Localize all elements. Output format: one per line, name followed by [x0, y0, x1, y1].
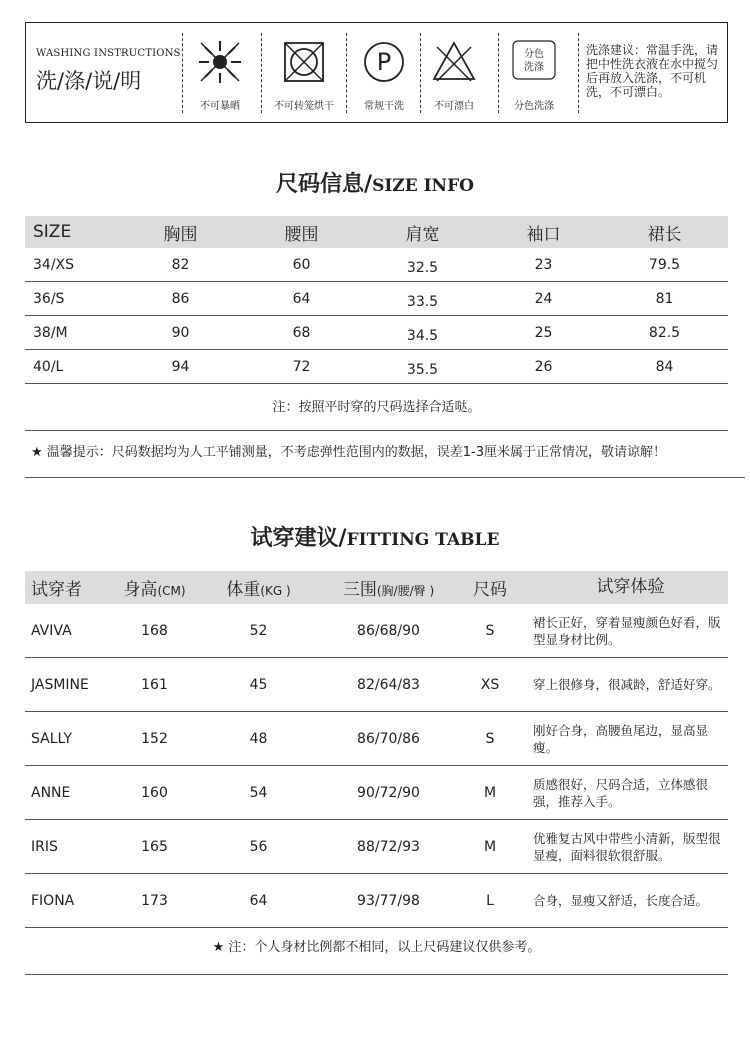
cell-weight: 45 [249, 676, 268, 693]
no-sun-item [178, 37, 262, 117]
separate-wash-glyph-2: 洗涤 [524, 62, 544, 73]
cell-shoulder: 34.5 [406, 327, 439, 344]
table-row [25, 282, 728, 316]
cell-shoulder: 33.5 [406, 293, 439, 310]
dry-clean-glyph: P [376, 48, 392, 76]
table-row [25, 820, 728, 874]
cell-height: 160 [141, 784, 168, 801]
header-waist: 腰围 [284, 224, 319, 245]
size-table [25, 216, 728, 384]
table-row [25, 874, 728, 928]
header-bust: 胸围 [163, 224, 198, 245]
cell-size: L [486, 892, 494, 909]
no-bleach-label: 不可漂白 [434, 101, 474, 112]
header-bust [320, 575, 457, 600]
cell-weight: 52 [249, 622, 268, 639]
cell-bust: 90 [171, 324, 190, 341]
no-sun-icon [195, 37, 245, 87]
fitting-table [25, 571, 728, 928]
cell-waist: 64 [292, 290, 311, 307]
header-height-unit: (CM) [157, 584, 186, 598]
cell-bust: 90/72/90 [357, 784, 420, 801]
no-bleach-icon [429, 37, 479, 87]
table-row [25, 604, 728, 658]
cell-experience: 优雅复古风中带些小清新，版型很显瘦，面料很软很舒服。 [533, 830, 721, 863]
cell-experience: 裙长正好，穿着显瘦颜色好看，版型显身材比例。 [533, 614, 721, 647]
separate-wash-icon [509, 37, 559, 87]
cell-experience: 刚好合身，高腰鱼尾边，显高显瘦。 [533, 722, 709, 755]
size-tip: ★ 温馨提示：尺码数据均为人工平铺测量，不考虑弹性范围内的数据，误差1-3厘米属于正常情况，敬请谅解！ [25, 432, 745, 478]
cell-size: M [483, 784, 497, 801]
table-row [25, 350, 728, 384]
cell-weight: 56 [249, 838, 268, 855]
cell-bust: 94 [171, 358, 190, 375]
header-name: 试穿者 [31, 580, 82, 600]
header-length: 裙长 [647, 224, 682, 245]
header-height-text: 身高 [123, 580, 158, 600]
cell-waist: 68 [292, 324, 311, 341]
cell-length: 82.5 [648, 324, 681, 341]
cell-height: 152 [141, 730, 168, 747]
cell-name: IRIS [31, 838, 58, 855]
fitting-title [0, 521, 750, 552]
cell-name: JASMINE [31, 676, 89, 693]
size-note: 注：按照平时穿的尺码选择合适哒。 [25, 384, 728, 431]
cell-name: FIONA [31, 892, 75, 909]
cell-weight: 64 [249, 892, 268, 909]
cell-weight: 54 [249, 784, 268, 801]
size-table-header [25, 216, 728, 248]
cell-size: XS [480, 676, 500, 693]
header-weight [197, 575, 320, 600]
header-height [112, 575, 197, 600]
cell-height: 161 [141, 676, 168, 693]
no-tumble-dry-item [262, 37, 346, 117]
cell-size: 38/M [33, 324, 68, 341]
cell-size: M [483, 838, 497, 855]
no-tumble-dry-icon [279, 37, 329, 87]
cell-size: 40/L [33, 358, 64, 375]
cell-cuff: 24 [534, 290, 553, 307]
cell-experience: 合身，显瘦又舒适，长度合适。 [533, 893, 709, 908]
table-row [25, 248, 728, 282]
cell-size: S [485, 622, 495, 639]
cell-size: S [485, 730, 495, 747]
cell-bust: 88/72/93 [357, 838, 420, 855]
header-experience: 试穿体验 [596, 577, 665, 597]
cell-bust: 86/68/90 [357, 622, 420, 639]
fitting-title-cn: 试穿建议/ [250, 526, 347, 551]
fitting-table-header [25, 571, 728, 604]
washing-tip: 洗涤建议：常温手洗，请把中性洗衣液在水中搅匀后再放入洗涤，不可机洗，不可漂白。 [586, 43, 719, 99]
header-size: 尺码 [473, 580, 507, 600]
cell-waist: 60 [292, 256, 311, 273]
dry-clean-label: 常规干洗 [364, 101, 404, 112]
washing-instructions-box [25, 22, 728, 123]
dry-clean-icon [359, 37, 409, 87]
cell-bust: 93/77/98 [357, 892, 420, 909]
cell-name: SALLY [31, 730, 73, 747]
header-weight-text: 体重 [226, 580, 261, 600]
cell-size: 34/XS [33, 256, 75, 273]
divider [578, 33, 579, 113]
cell-name: AVIVA [31, 622, 72, 639]
no-sun-label: 不可暴晒 [200, 101, 240, 112]
cell-height: 165 [141, 838, 168, 855]
size-info-title-cn: 尺码信息/ [276, 172, 373, 197]
cell-length: 84 [655, 358, 674, 375]
header-weight-unit: (KG ) [260, 584, 291, 598]
cell-cuff: 23 [534, 256, 553, 273]
header-cuff: 袖口 [526, 224, 561, 245]
header-bust-unit: (胸/腰/臀 ) [376, 584, 435, 598]
cell-shoulder: 32.5 [406, 259, 439, 276]
size-info-title-en: SIZE INFO [372, 176, 474, 196]
table-row [25, 766, 728, 820]
size-info-title [0, 167, 750, 198]
fitting-note: ★ 注：个人身材比例都不相同，以上尺码建议仅供参考。 [25, 922, 728, 975]
cell-size: 36/S [33, 290, 65, 307]
cell-height: 168 [141, 622, 168, 639]
fitting-title-en: FITTING TABLE [346, 530, 500, 550]
cell-length: 81 [655, 290, 674, 307]
cell-experience: 质感很好，尺码合适，立体感很强，推荐入手。 [533, 776, 709, 809]
table-row [25, 658, 728, 712]
table-row [25, 712, 728, 766]
cell-height: 173 [141, 892, 168, 909]
washing-title-cn: 洗/涤/说/明 [36, 69, 142, 93]
cell-bust: 82/64/83 [357, 676, 420, 693]
cell-cuff: 25 [534, 324, 553, 341]
separate-wash-glyph-1: 分色 [524, 49, 544, 60]
cell-experience: 穿上很修身，很减龄，舒适好穿。 [533, 677, 721, 692]
header-shoulder: 肩宽 [405, 224, 440, 245]
cell-cuff: 26 [534, 358, 553, 375]
washing-title-en: WASHING INSTRUCTIONS [36, 48, 181, 59]
separate-wash-item [492, 37, 576, 117]
header-bust-text: 三围 [342, 580, 377, 600]
header-size: SIZE [33, 222, 72, 242]
cell-weight: 48 [249, 730, 268, 747]
table-row [25, 316, 728, 350]
cell-shoulder: 35.5 [406, 361, 439, 378]
separate-wash-label: 分色洗涤 [514, 101, 554, 112]
cell-name: ANNE [31, 784, 71, 801]
no-bleach-item [412, 37, 496, 117]
cell-length: 79.5 [648, 256, 681, 273]
cell-bust: 86/70/86 [357, 730, 420, 747]
cell-bust: 82 [171, 256, 190, 273]
cell-waist: 72 [292, 358, 311, 375]
cell-bust: 86 [171, 290, 190, 307]
no-tumble-dry-label: 不可转笼烘干 [274, 101, 334, 112]
